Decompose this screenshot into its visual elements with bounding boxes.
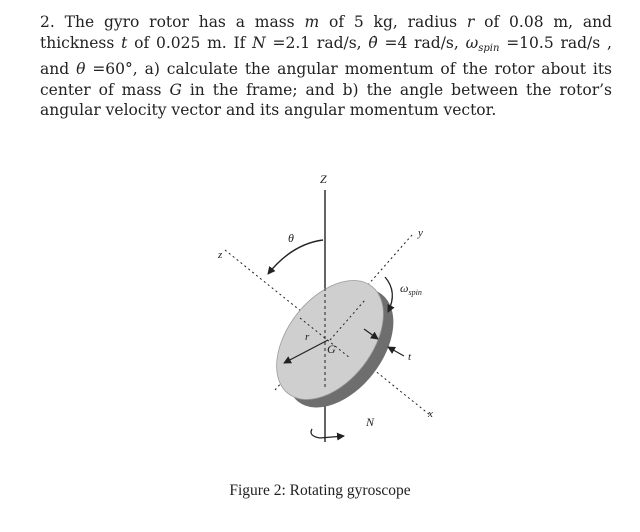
problem-statement: 2. The gyro rotor has a mass m of 5 kg, radius r of 0.08 m, and thickness t of 0.025 m. If N =2.1 rad/s, θ̇ =4 rad/s, $\omega_{spin} =10.5$ rad/s , and θ =60°, a) calculate the angular momentum of the rotor about its center of mass G in the frame; and b) the angle between the rotor’s angular velocity vector and its angular momentum vector. — [40, 13, 612, 119]
symbol-G: G — [169, 80, 182, 99]
label-omega: $\omega_{spin}$ — [400, 281, 422, 297]
label-y: y — [418, 227, 423, 239]
label-x: x — [428, 408, 433, 420]
symbol-theta: θ — [76, 60, 86, 78]
symbol-m: m — [304, 13, 320, 31]
label-z: z — [218, 249, 223, 261]
label-G: G — [327, 342, 336, 356]
symbol-theta-dot: θ̇ — [368, 33, 378, 52]
thickness-arrow-2 — [388, 347, 404, 356]
figure-caption: Figure 2: Rotating gyroscope — [229, 482, 411, 499]
symbol-r: r — [466, 13, 475, 31]
problem-number: 2. — [40, 13, 55, 31]
label-t: t — [408, 351, 412, 363]
theta-arc — [268, 240, 323, 274]
label-theta: θ — [288, 231, 294, 245]
label-N: N — [366, 415, 375, 429]
symbol-N: N — [252, 33, 266, 52]
label-Z: Z — [320, 172, 327, 186]
symbol-omega-spin: $\omega_{spin}$ — [465, 33, 500, 54]
symbol-t: t — [121, 33, 128, 52]
N-rotation-arrow — [311, 429, 344, 438]
gyroscope-figure — [180, 160, 480, 460]
label-r: r — [305, 331, 310, 343]
